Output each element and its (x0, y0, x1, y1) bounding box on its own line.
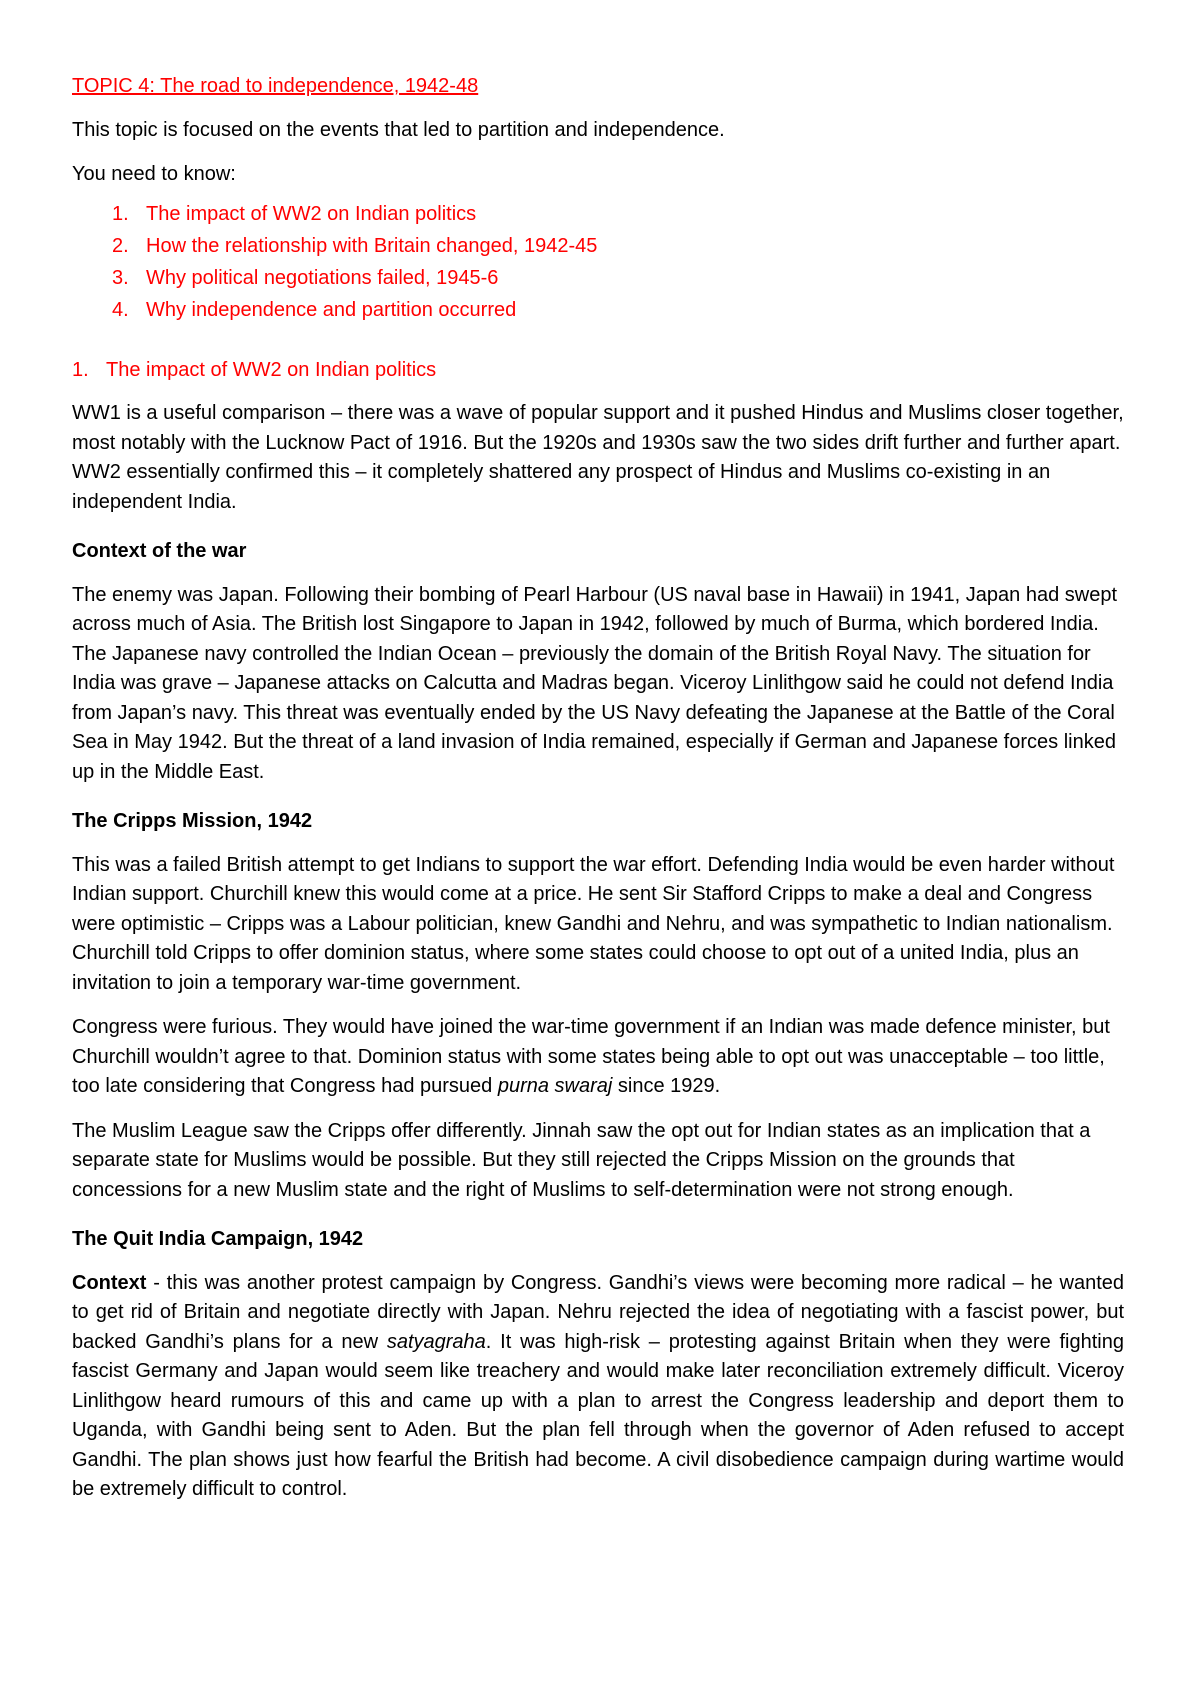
quit-text-end: . It was high-risk – protesting against Britain when they were fighting fascist Germany and Japan would seem like treachery and would make later reconciliation extremely difficult. Viceroy Linlithgow heard rumours of this and came up with a plan to arrest the Congress leadership and deport them to Uganda, with Gandhi being sent to Aden. But the plan fell through when the governor of Aden refused to accept Gandhi. The plan shows just how fearful the British had become. A civil disobedience campaign during wartime would be extremely difficult to control. (72, 1330, 1124, 1500)
cripps-heading: The Cripps Mission, 1942 (72, 810, 313, 832)
quit-india-paragraph (72, 1269, 1124, 1505)
list-text: Why independence and partition occurred (146, 298, 517, 321)
need-to-know-label: You need to know: (72, 163, 236, 185)
cripps-text: Congress were furious. They would have joined the war-time government if an Indian was made defence minister, but Churchill wouldn’t agree to that. Dominion status with some states being able to opt out was unacceptable – too little, too late considering that Congress had pursued (72, 1016, 1110, 1097)
cripps-text-end: since 1929. (612, 1075, 721, 1097)
context-heading: Context of the war (72, 540, 247, 562)
list-text: The impact of WW2 on Indian politics (146, 202, 477, 225)
satyagraha-term: satyagraha (386, 1330, 486, 1353)
document-page (72, 72, 1124, 1520)
list-item (72, 262, 1124, 294)
quit-text: - this was another protest campaign by Congress. Gandhi’s views were becoming more radical – he wanted to get rid of Britain and negotiate directly with Japan. Nehru rejected the idea of negotiating with a fascist power, but backed Gandhi’s plans for a new (72, 1271, 1124, 1353)
page-title: TOPIC 4: The road to independence, 1942-48 (72, 75, 479, 97)
list-text: Why political negotiations failed, 1945-6 (146, 266, 499, 289)
list-number: 2. (112, 234, 129, 257)
ww1-paragraph: WW1 is a useful comparison – there was a wave of popular support and it pushed Hindus and Muslims closer together, most notably with the Lucknow Pact of 1916. But the 1920s and 1930s saw the two sides drift further and further apart. WW2 essentially confirmed this – it completely shattered any prospect of Hindus and Muslims co-existing in an independent India. (72, 402, 1124, 513)
list-number: 1. (112, 202, 129, 225)
intro-paragraph: This topic is focused on the events that led to partition and independence. (72, 118, 725, 141)
purna-swaraj-term: purna swaraj (497, 1075, 613, 1097)
list-item (72, 230, 1124, 262)
section-title: The impact of WW2 on Indian politics (106, 358, 437, 381)
context-paragraph: The enemy was Japan. Following their bombing of Pearl Harbour (US naval base in Hawaii) in 1941, Japan had swept across much of Asia. The British lost Singapore to Japan in 1942, followed by much of Burma, which bordered India. The Japanese navy controlled the Indian Ocean – previously the domain of the British Royal Navy. The situation for India was grave – Japanese attacks on Calcutta and Madras began. Viceroy Linlithgow said he could not defend India from Japan’s navy. This threat was eventually ended by the US Navy defeating the Japanese at the Battle of the Coral Sea in May 1942. But the threat of a land invasion of India remained, especially if German and Japanese forces linked up in the Middle East. (72, 583, 1118, 783)
list-text: How the relationship with Britain changed, 1942-45 (146, 234, 598, 257)
list-number: 3. (112, 266, 129, 289)
cripps-paragraph-2 (72, 1013, 1124, 1102)
list-item (72, 198, 1124, 230)
quit-india-heading: The Quit India Campaign, 1942 (72, 1228, 364, 1250)
list-item (72, 294, 1124, 326)
cripps-paragraph-1: This was a failed British attempt to get Indians to support the war effort. Defending India would be even harder without Indian support. Churchill knew this would come at a price. He sent Sir Stafford Cripps to make a deal and Congress were optimistic – Cripps was a Labour politician, knew Gandhi and Nehru, and was sympathetic to Indian nationalism. Churchill told Cripps to offer dominion status, where some states could choose to opt out of a united India, plus an invitation to join a temporary war-time government. (72, 853, 1115, 994)
section-heading-1 (72, 356, 1124, 386)
context-label: Context (72, 1271, 147, 1294)
topic-list (72, 198, 1124, 326)
section-number: 1. (72, 358, 89, 381)
cripps-paragraph-3: The Muslim League saw the Cripps offer differently. Jinnah saw the opt out for Indian states as an implication that a separate state for Muslims would be possible. But they still rejected the Cripps Mission on the grounds that concessions for a new Muslim state and the right of Muslims to self-determination were not strong enough. (72, 1119, 1091, 1201)
list-number: 4. (112, 298, 129, 321)
